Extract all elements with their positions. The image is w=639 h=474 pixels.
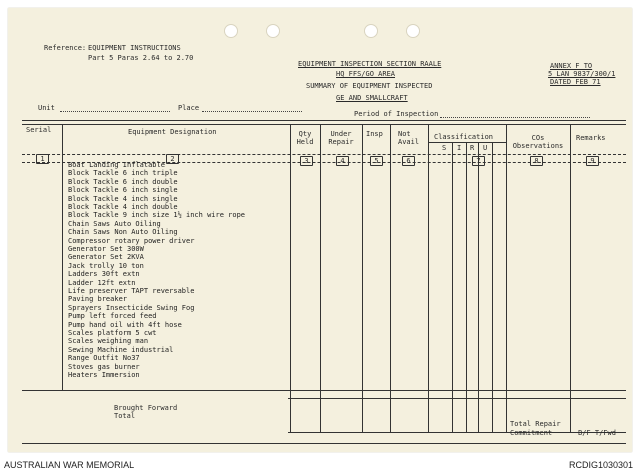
column-number: 4 [336,156,349,166]
list-item: Chain Saws Auto Oiling [68,219,161,228]
body-end-rule [22,390,626,391]
place-field[interactable] [202,111,302,112]
title-line-1: EQUIPMENT INSPECTION SECTION RAALE [298,60,442,68]
total-label: Total [114,412,136,420]
list-item: Heaters Immersion [68,371,140,379]
unit-field[interactable] [60,111,170,112]
col-not-avail: Not Avail [398,130,420,146]
column-number: 7 [472,156,485,166]
annex-line-2: 5 LAN 9837/300/1 [548,70,616,78]
title-line-3: SUMMARY OF EQUIPMENT INSPECTED [306,82,433,90]
header-rule [22,154,626,155]
list-item: Compressor rotary power driver [68,236,195,245]
period-field[interactable] [440,117,590,118]
list-item: Generator Set 2KVA [68,253,144,262]
list-item: Scales weighing man [68,337,149,346]
list-item: Block Tackle 6 inch triple [68,169,178,178]
class-s: S [442,144,447,152]
annex-line-3: DATED FEB 71 [550,78,601,86]
list-item: Ladders 30ft extn [68,270,140,279]
list-item: Range Outfit No37 [68,354,140,363]
column-divider [290,124,291,432]
column-number: 2 [166,154,179,164]
punch-hole [406,24,420,38]
column-divider [390,124,391,432]
place-label: Place [178,104,200,112]
column-divider [452,142,453,432]
list-item: Paving breaker [68,295,128,304]
col-serial: Serial [26,126,52,134]
archive-footer [0,457,639,474]
column-divider [362,124,363,432]
archive-id: RCDIG1030301 [568,460,633,470]
total-rule [288,432,626,433]
list-item: Block Tackle 4 inch double [68,203,178,211]
column-divider [320,124,321,432]
column-divider [492,142,493,432]
table-top-rule [22,124,626,125]
brought-forward-label: Brought Forward [114,404,178,412]
classification-rule [428,142,506,143]
column-divider [466,142,467,432]
punch-hole [266,24,280,38]
class-i: I [457,144,462,152]
class-r: R [470,144,475,152]
list-item: Pump hand oil with 4ft hose [68,320,182,329]
column-divider [62,124,63,390]
list-item: Stoves gas burner [68,362,140,371]
col-qty-held: Qty Held [296,130,314,146]
title-line-4: GE AND SMALLCRAFT [336,94,408,102]
list-item: Scales platform 5 cwt [68,329,157,337]
column-number: 5 [370,156,383,166]
reference-label: Reference: [44,44,87,52]
col-remarks: Remarks [576,134,606,142]
col-classification: Classification [434,133,494,141]
list-item: Boat Landing Inflatable [68,161,165,169]
document-page [8,8,632,452]
list-item: Block Tackle 9 inch size 1½ inch wire rope [68,211,246,220]
unit-label: Unit [38,104,55,112]
list-item: Pump left forced feed [68,312,157,321]
col-insp: Insp [366,130,383,138]
column-number: 8 [530,156,543,166]
punch-hole [364,24,378,38]
list-item: Life preserver TAPT reversable [68,287,195,295]
title-line-2: HQ FFS/GO AREA [336,70,396,78]
column-number: 1 [36,154,49,164]
list-item: Sprayers Insecticide Swing Fog [68,303,195,312]
table-bottom-rule [22,443,626,444]
list-item: Generator Set 300W [68,245,144,253]
total-repair-label: Total Repair [510,420,561,428]
punch-hole [224,24,238,38]
list-item: Block Tackle 6 inch double [68,177,178,186]
list-item: Block Tackle 4 inch single [68,194,178,203]
column-number: 3 [300,156,313,166]
table-top-rule [22,120,626,121]
annex-line-1: ANNEX F TO [550,62,593,70]
list-item: Jack trolly 10 ton [68,261,144,270]
col-designation: Equipment Designation [128,128,217,136]
col-cos-observations: COs Observations [512,134,564,150]
commitment-value: B/F T/Fwd [578,429,616,437]
column-divider [428,124,429,432]
column-number: 6 [402,156,415,166]
list-item: Chain Saws Non Auto Oiling [68,228,178,237]
period-label: Period of Inspection [354,110,439,118]
list-item: Sewing Machine industrial [68,345,174,354]
commitment-label: Commitment [510,429,553,437]
column-divider [506,124,507,432]
reference-line-2: Part 5 Paras 2.64 to 2.70 [88,54,194,62]
class-u: U [483,144,488,152]
reference-line-1: EQUIPMENT INSTRUCTIONS [88,44,181,52]
archive-name: AUSTRALIAN WAR MEMORIAL [4,460,135,470]
total-rule [288,398,626,399]
list-item: Block Tackle 6 inch single [68,186,178,195]
col-under-repair: Under Repair [328,130,354,146]
column-divider [570,124,571,432]
column-divider [478,142,479,432]
list-item: Ladder 12ft extn [68,278,136,287]
column-number: 9 [586,156,599,166]
